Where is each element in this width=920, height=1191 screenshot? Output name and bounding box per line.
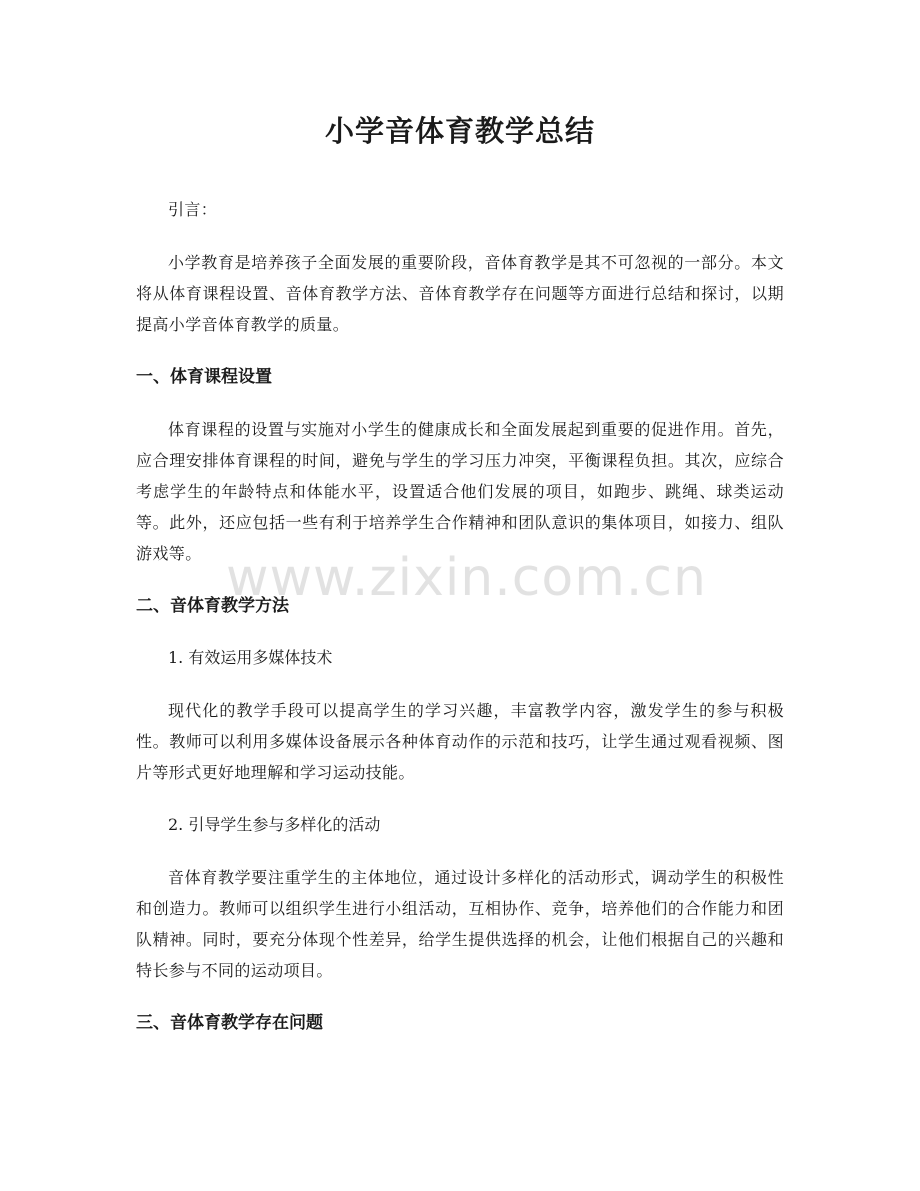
subsection-title-multimedia: 1. 有效运用多媒体技术 (168, 648, 333, 667)
watermark: www.zixin.com.cn (226, 548, 707, 608)
intro-label: 引言： (168, 200, 218, 219)
intro-paragraph: 小学教育是培养孩子全面发展的重要阶段，音体育教学是其不可忽视的一部分。本文将从体育课程设置、音体育教学方法、音体育教学存在问题等方面进行总结和探讨，以期提高小学音体育教学的质量。 (136, 253, 784, 334)
section-paragraph-curriculum: 体育课程的设置与实施对小学生的健康成长和全面发展起到重要的促进作用。首先，应合理安排体育课程的时间，避免与学生的学习压力冲突，平衡课程负担。其次，应综合考虑学生的年龄特点和体能水平，设置适合他们发展的项目，如跑步、跳绳、球类运动等。此外，还应包括一些有利于培养学生合作精神和团队意识的集体项目，如接力、组队游戏等。 (136, 420, 784, 563)
document-content (136, 108, 784, 1060)
document-title: 小学音体育教学总结 (324, 114, 595, 148)
subsection-paragraph-activities: 音体育教学要注重学生的主体地位，通过设计多样化的活动形式，调动学生的积极性和创造力。教师可以组织学生进行小组活动，互相协作、竞争，培养他们的合作能力和团队精神。同时，要充分体现个性差异，给学生提供选择的机会，让他们根据自己的兴趣和特长参与不同的运动项目。 (136, 868, 784, 980)
section-heading-problems: 三、音体育教学存在问题 (136, 1013, 323, 1033)
section-heading-methods: 二、音体育教学方法 (136, 596, 289, 616)
subsection-paragraph-multimedia: 现代化的教学手段可以提高学生的学习兴趣，丰富教学内容，激发学生的参与积极性。教师可以利用多媒体设备展示各种体育动作的示范和技巧，让学生通过观看视频、图片等形式更好地理解和学习运动技能。 (136, 701, 784, 782)
section-heading-curriculum: 一、体育课程设置 (136, 367, 272, 387)
subsection-title-activities: 2. 引导学生参与多样化的活动 (168, 815, 381, 834)
